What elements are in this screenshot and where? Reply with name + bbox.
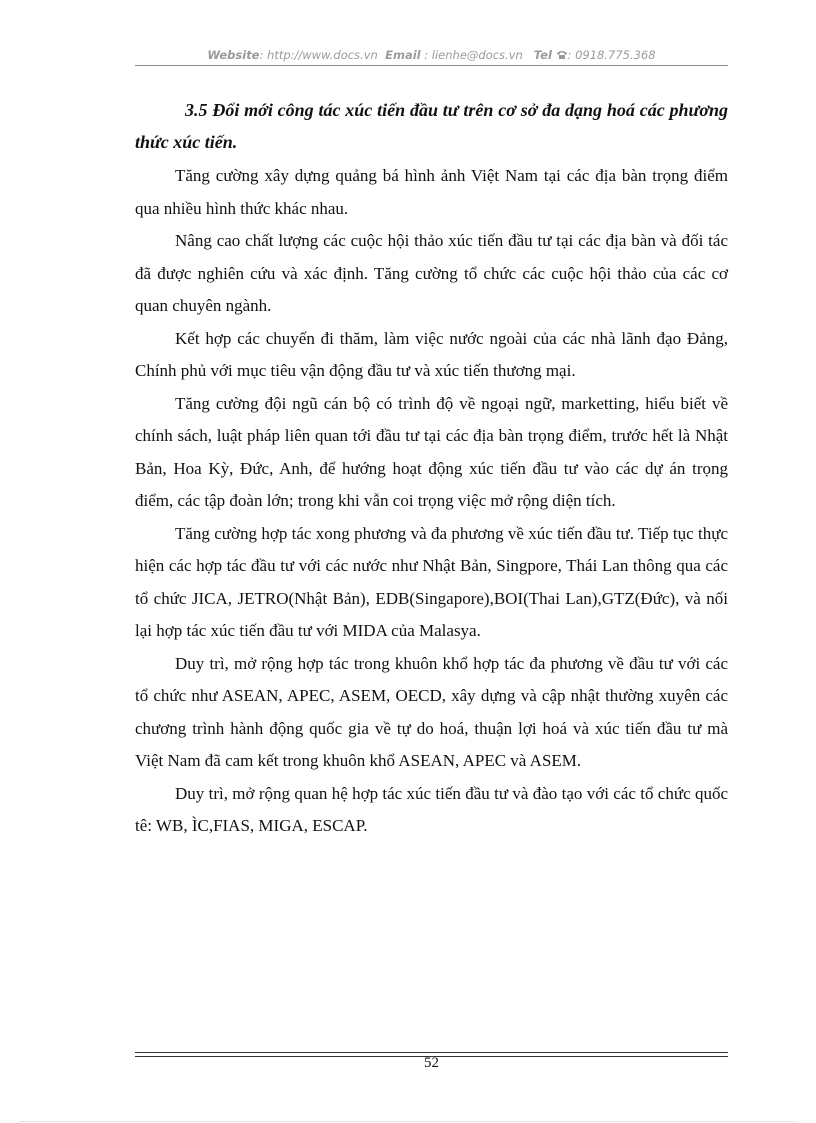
footer-divider [135, 1052, 728, 1053]
phone-number: : 0918.775.368 [567, 48, 656, 62]
paragraph: Nâng cao chất lượng các cuộc hội thảo xúc tiến đầu tư tại các địa bàn và đối tác đã được nghiên cứu và xác định. Tăng cường tổ chức các cuộc hội thảo của các cơ quan chuyên ngành. [135, 231, 728, 315]
website-label: Website [207, 48, 260, 62]
header-divider [135, 65, 728, 66]
document-body [135, 94, 728, 843]
page-header [135, 48, 728, 62]
section-heading: 3.5 Đổi mới công tác xúc tiến đầu tư trên cơ sở đa dạng hoá các phương thức xúc tiến. [135, 100, 728, 152]
paragraph: Duy trì, mở rộng quan hệ hợp tác xúc tiến đầu tư và đào tạo với các tổ chức quốc tê: WB, ÌC,FIAS, MIGA, ESCAP. [135, 783, 728, 835]
paragraph: Tăng cường đội ngũ cán bộ có trình độ về ngoại ngữ, marketting, hiểu biết về chính sách, luật pháp liên quan tới đầu tư tại các địa bàn trọng điểm, trước hết là Nhật Bản, Hoa Kỳ, Đức, Anh, để hướng hoạt động xúc tiến đầu tư vào các dự án trọng điểm, các tập đoàn lớn; trong khi vẫn coi trọng việc mở rộng diện tích. [135, 393, 728, 510]
email-address: : lienhe@docs.vn [424, 48, 523, 62]
website-url: : http://www.docs.vn [259, 48, 378, 62]
paragraph: Tăng cường hợp tác xong phương và đa phương về xúc tiến đầu tư. Tiếp tục thực hiện các hợp tác đầu tư với các nước như Nhật Bản, Singpore, Thái Lan thông qua các tổ chức JICA, JETRO(Nhật Bản), EDB(Singapore),BOI(Thai Lan),GTZ(Đức), và nối lại hợp tác xúc tiến đầu tư với MIDA của Malasya. [135, 523, 728, 640]
paragraph: Duy trì, mở rộng hợp tác trong khuôn khổ hợp tác đa phương về đầu tư với các tổ chức như ASEAN, APEC, ASEM, OECD, xây dựng và cập nhật thường xuyên các chương trình hành động quốc gia về tự do hoá, thuận lợi hoá và xúc tiến đầu tư mà Việt Nam đã cam kết trong khuôn khổ ASEAN, APEC và ASEM. [135, 653, 728, 770]
phone-icon [556, 48, 568, 62]
paragraph: Tăng cường xây dựng quảng bá hình ảnh Việt Nam tại các địa bàn trọng điểm qua nhiều hình thức khác nhau. [135, 166, 728, 218]
email-label: Email [385, 48, 421, 62]
paragraph: Kết hợp các chuyến đi thăm, làm việc nước ngoài của các nhà lãnh đạo Đảng, Chính phủ với mục tiêu vận động đầu tư và xúc tiến thương mại. [135, 328, 728, 380]
page-number: 52 [424, 1055, 439, 1071]
page-edge-dots [20, 1121, 796, 1122]
tel-label: Tel [533, 48, 552, 62]
